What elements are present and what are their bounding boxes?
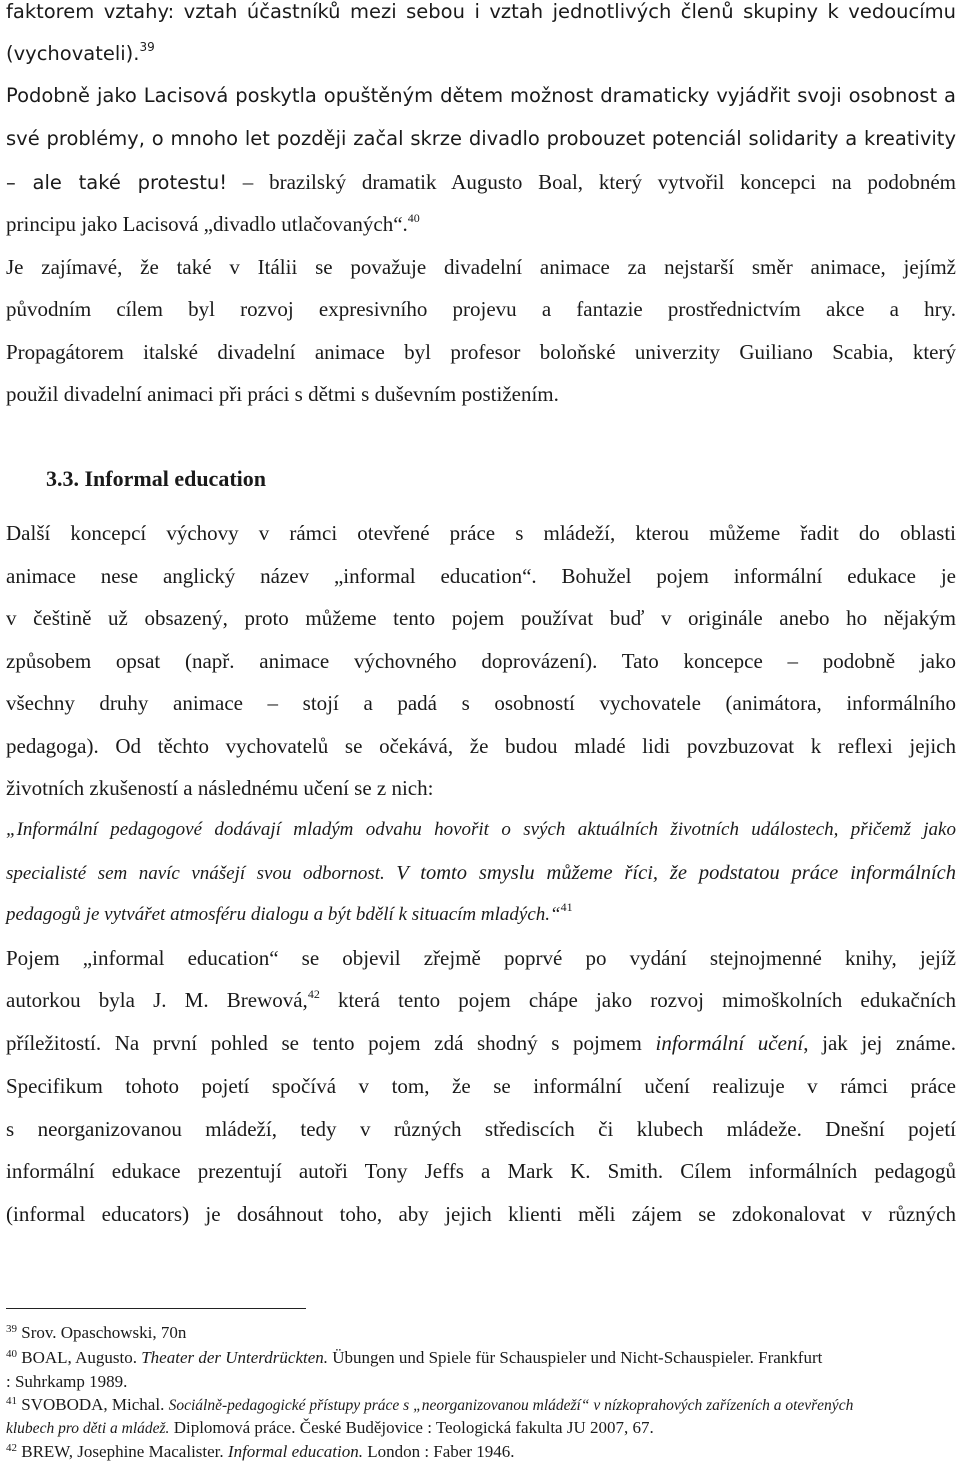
quote-line: „Informální pedagogové dodávají mladým odvahu hovořit o svých aktuálních životních událostech, přičemž jako — [6, 819, 956, 840]
section-heading: 3.3. Informal education — [46, 466, 266, 491]
paragraph-line: animace nese anglický název „informal education“. Bohužel pojem informální edukace je — [6, 564, 956, 588]
footnote-40: $^{40}$ BOAL, Augusto. Theater der Unterdrückten. Übungen und Spiele für Schauspieler und Nicht-Schauspieler. Frankfurt — [6, 1348, 823, 1367]
paragraph-line: (vychovateli).$^{39}$ — [6, 40, 155, 65]
footnote-42: $^{42}$ BREW, Josephine Macalister. Informal education. London : Faber 1946. — [6, 1442, 515, 1461]
quote-line: specialisté sem navíc vnášejí svou odbornost. V tomto smyslu můžeme říci, že podstatou práce informálních — [6, 862, 957, 884]
paragraph-line: všechny druhy animace – stojí a padá s osobností vychovatele (animátora, informálního — [6, 691, 956, 715]
paragraph-line: Propagátorem italské divadelní animace byl profesor boloňské univerzity Guiliano Scabia, který — [6, 340, 956, 364]
paragraph-line: své problémy, o mnoho let později začal skrze divadlo probouzet potenciál solidarity a kreativity — [6, 127, 956, 150]
quote-line: pedagogů je vytvářet atmosféru dialogu a být bdělí k situacím mladých.“$^{41}$ — [6, 900, 573, 925]
paragraph-line: v češtině už obsazený, proto můžeme tento pojem používat buď v originále anebo ho nějakým — [6, 606, 956, 630]
paragraph-line: (informal educators) je dosáhnout toho, aby jejich klienti měli zájem se zdokonalovat v různých — [6, 1202, 956, 1226]
paragraph-line: Specifikum tohoto pojetí spočívá v tom, že se informální učení realizuje v rámci práce — [6, 1074, 956, 1098]
footnote-ref-41: 41 — [560, 900, 573, 914]
footnote-41-cont: klubech pro děti a mládež. Diplomová práce. České Budějovice : Teologická fakulta JU 2007, 67. — [6, 1418, 654, 1437]
paragraph-line: příležitostí. Na první pohled se tento pojem zdá shodný s pojmem informální učení, jak jej známe. — [6, 1031, 957, 1055]
footnote-40-cont: : Suhrkamp 1989. — [6, 1372, 128, 1391]
footnote-39: $^{39}$ Srov. Opaschowski, 70n — [6, 1323, 187, 1342]
footnote-separator — [6, 1308, 306, 1309]
footnote-ref-42: 42 — [307, 987, 320, 1001]
paragraph-line: použil divadelní animaci při práci s dětmi s duševním postižením. — [6, 382, 559, 406]
paragraph-line: autorkou byla J. M. Brewová,$^{42}$ která tento pojem chápe jako rozvoj mimoškolních edukačních — [6, 987, 957, 1012]
paragraph-line: faktorem vztahy: vztah účastníků mezi sebou i vztah jednotlivých členů skupiny k vedoucímu — [6, 0, 956, 23]
paragraph-line: informální edukace prezentují autoři Tony Jeffs a Mark K. Smith. Cílem informálních pedagogů — [6, 1159, 956, 1183]
paragraph-line: principu jako Lacisová „divadlo utlačovaných“.$^{40}$ — [6, 211, 420, 236]
paragraph-line: – ale také protestu! – brazilský dramatik Augusto Boal, který vytvořil koncepci na podobném — [6, 170, 956, 194]
footnote-ref-39: 39 — [139, 40, 155, 54]
paragraph-line: Pojem „informal education“ se objevil zřejmě poprvé po vydání stejnojmenné knihy, jejíž — [6, 946, 956, 970]
paragraph-line: způsobem opsat (např. animace výchovného doprovázení). Tato koncepce – podobně jako — [6, 649, 956, 673]
footnote-ref-40: 40 — [407, 211, 420, 225]
paragraph-line: životních zkušeností a následnému učení se z nich: — [6, 776, 434, 800]
footnote-41: $^{41}$ SVOBODA, Michal. Sociálně-pedagogické přístupy práce s „neorganizovanou mládeží“ v nízkoprahových zařízeních a otevřených — [6, 1395, 854, 1414]
paragraph-line: Je zajímavé, že také v Itálii se považuje divadelní animace za nejstarší směr animace, jejímž — [6, 255, 956, 279]
paragraph-line: s neorganizovanou mládeží, tedy v různých střediscích či klubech mládeže. Dnešní pojetí — [6, 1117, 956, 1141]
paragraph-line: Podobně jako Lacisová poskytla opuštěným dětem možnost dramaticky vyjádřit svoji osobnost a — [6, 84, 956, 107]
paragraph-line: původním cílem byl rozvoj expresivního projevu a fantazie prostřednictvím akce a hry. — [6, 297, 956, 321]
paragraph-line: Další koncepcí výchovy v rámci otevřené práce s mládeží, kterou můžeme řadit do oblasti — [6, 521, 956, 545]
paragraph-line: pedagoga). Od těchto vychovatelů se očekává, že budou mladé lidi povzbuzovat k reflexi jejich — [6, 734, 957, 758]
